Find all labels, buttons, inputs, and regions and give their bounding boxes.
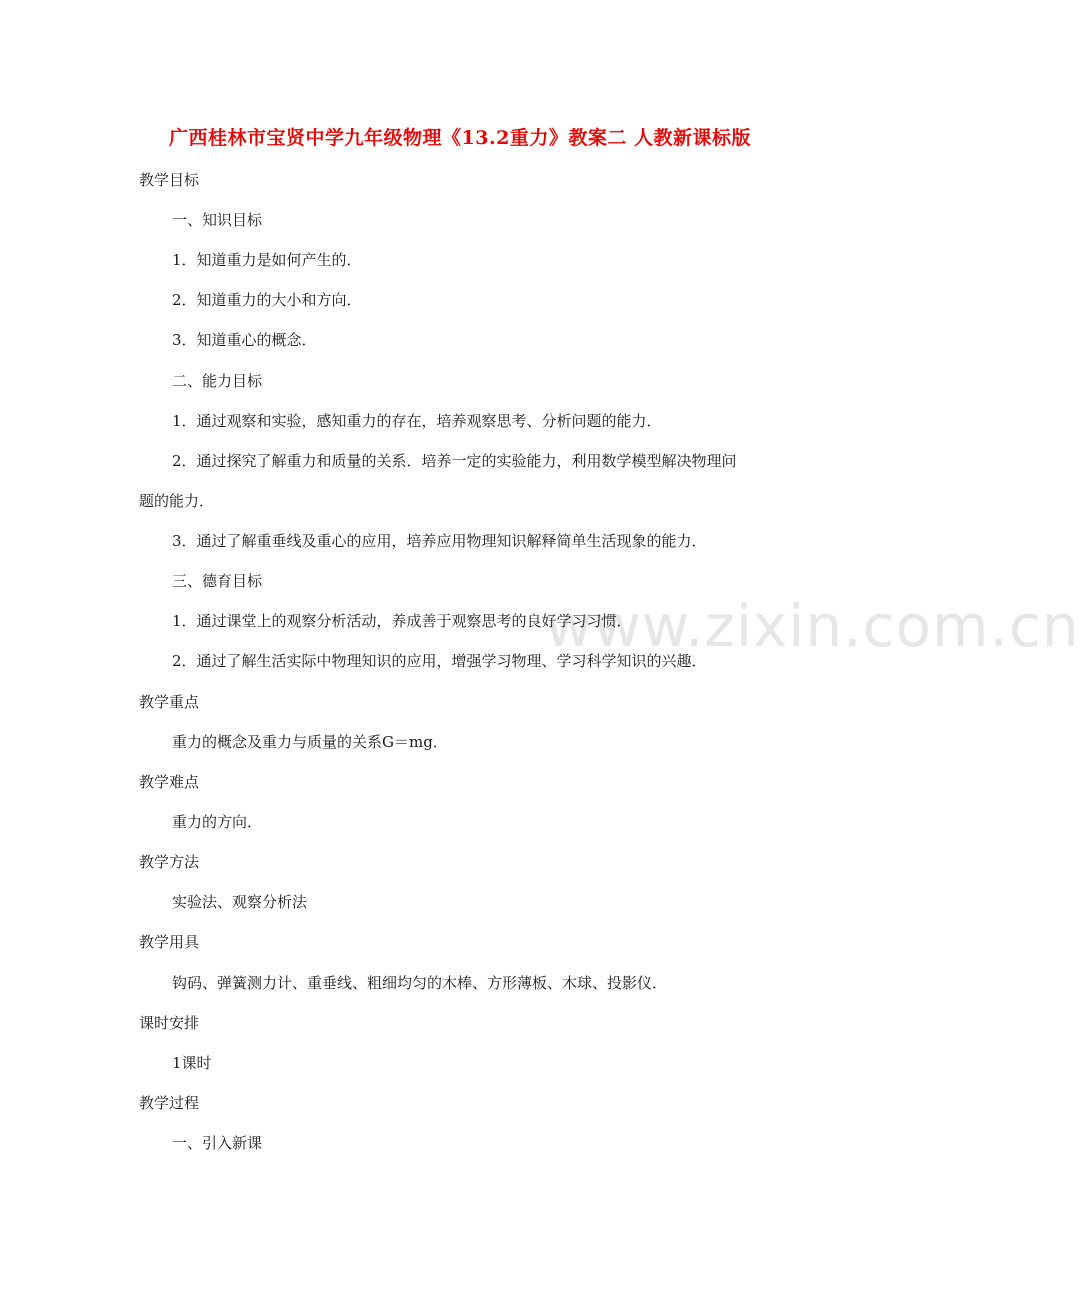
document-title: 广西桂林市宝贤中学九年级物理《13.2重力》教案二 人教新课标版 [169,127,751,149]
section-heading-schedule: 课时安排 [139,1014,200,1032]
list-item: 3．知道重心的概念． [172,331,317,349]
subheading-moral-goals: 三、德育目标 [172,572,263,590]
section-heading-methods: 教学方法 [139,853,200,871]
section-heading-teaching-goals: 教学目标 [139,171,200,189]
section-heading-tools: 教学用具 [139,933,200,951]
paragraph: 重力的方向． [172,813,263,831]
list-item: 1．知道重力是如何产生的． [172,251,362,269]
list-item: 2．通过了解生活实际中物理知识的应用，增强学习物理、学习科学知识的兴趣． [172,652,707,670]
section-heading-difficulties: 教学难点 [139,773,200,791]
paragraph: 1课时 [172,1054,212,1072]
subheading-knowledge-goals: 一、知识目标 [172,211,263,229]
list-item: 1．通过观察和实验，感知重力的存在，培养观察思考、分析问题的能力． [172,412,662,430]
paragraph: 实验法、观察分析法 [172,893,308,911]
list-item: 2．知道重力的大小和方向． [172,291,362,309]
watermark: www.zixin.com.cn [545,592,1080,660]
list-item-continuation: 题的能力． [139,492,215,510]
subheading-ability-goals: 二、能力目标 [172,372,263,390]
subheading-introduction: 一、引入新课 [172,1134,263,1152]
list-item: 1．通过课堂上的观察分析活动，养成善于观察思考的良好学习习惯． [172,612,632,630]
paragraph: 重力的概念及重力与质量的关系G＝mg． [172,733,448,751]
list-item: 2．通过探究了解重力和质量的关系．培养一定的实验能力，利用数学模型解决物理问 [172,452,737,470]
section-heading-process: 教学过程 [139,1094,200,1112]
section-heading-key-points: 教学重点 [139,693,200,711]
paragraph: 钩码、弹簧测力计、重垂线、粗细均匀的木棒、方形薄板、木球、投影仪． [172,974,668,992]
list-item: 3．通过了解重垂线及重心的应用，培养应用物理知识解释简单生活现象的能力． [172,532,707,550]
